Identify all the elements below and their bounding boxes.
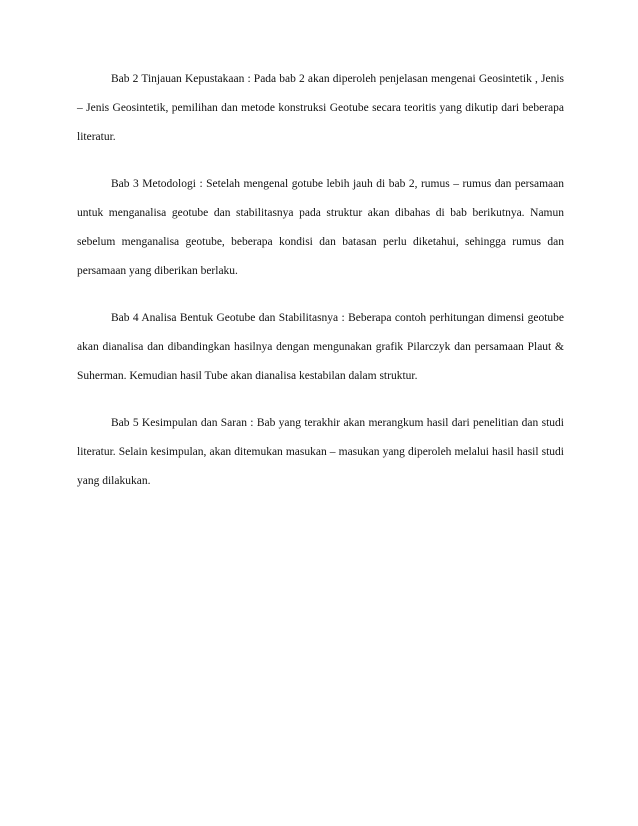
paragraph-bab-5: Bab 5 Kesimpulan dan Saran : Bab yang terakhir akan merangkum hasil dari penelitian dan studi literatur. Selain kesimpulan, akan ditemukan masukan – masukan yang diperoleh melalui hasil hasil studi yang dilakukan.	[77, 417, 564, 487]
paragraph-bab-2: Bab 2 Tinjauan Kepustakaan : Pada bab 2 akan diperoleh penjelasan mengenai Geosintetik , Jenis – Jenis Geosintetik, pemilihan dan metode konstruksi Geotube secara teoritis yang dikutip dari beberapa literatur.	[77, 73, 564, 143]
document-body	[77, 65, 564, 514]
paragraph-bab-4: Bab 4 Analisa Bentuk Geotube dan Stabilitasnya : Beberapa contoh perhitungan dimensi geotube akan dianalisa dan dibandingkan hasilnya dengan mengunakan grafik Pilarczyk dan persamaan Plaut & Suherman. Kemudian hasil Tube akan dianalisa kestabilan dalam struktur.	[77, 312, 564, 382]
paragraph-bab-3: Bab 3 Metodologi : Setelah mengenal gotube lebih jauh di bab 2, rumus – rumus dan persamaan untuk menganalisa geotube dan stabilitasnya pada struktur akan dibahas di bab berikutnya. Namun sebelum menganalisa geotube, beberapa kondisi dan batasan perlu diketahui, sehingga rumus dan persamaan yang diberikan berlaku.	[77, 178, 564, 277]
